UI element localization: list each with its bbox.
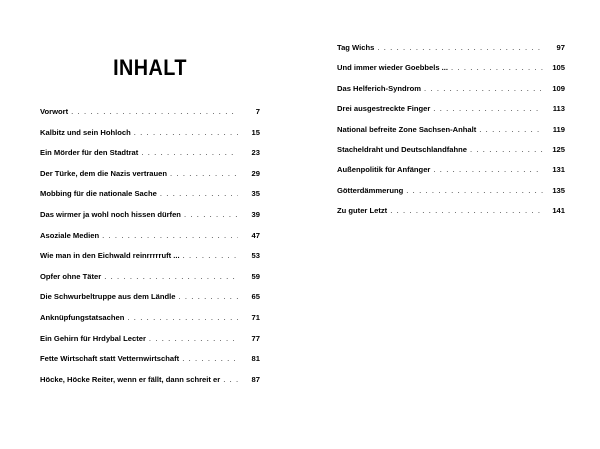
dot-leader	[149, 334, 238, 343]
toc-entry-page: 65	[251, 292, 260, 302]
toc-entry-page: 81	[251, 354, 260, 364]
toc-entry-title: Ein Gehirn für Hrdybal Lecter	[40, 333, 146, 343]
toc-entry-title: Ein Mörder für den Stadtrat	[40, 148, 139, 158]
toc-entry-title: Fette Wirtschaft statt Vetternwirtschaft	[40, 354, 180, 364]
toc-entry-page: 113	[552, 104, 565, 114]
toc-entry	[40, 313, 260, 334]
toc-entry	[40, 148, 260, 169]
toc-entry-page: 105	[552, 63, 565, 73]
toc-entry-page: 15	[251, 127, 260, 137]
dot-leader	[160, 189, 238, 198]
toc-entry	[40, 272, 260, 293]
toc-entry	[337, 84, 565, 104]
toc-entry-page: 23	[251, 148, 260, 158]
toc-entry-title: Und immer wieder Goebbels ...	[337, 63, 448, 73]
toc-entry	[40, 354, 260, 375]
dot-leader	[104, 272, 238, 281]
dot-leader	[406, 186, 543, 195]
toc-entry	[337, 186, 565, 206]
toc-entry-title: Drei ausgestreckte Finger	[337, 104, 431, 114]
toc-entry-title: Vorwort	[40, 107, 69, 116]
toc-entry-page: 97	[556, 43, 565, 52]
toc-entry	[337, 125, 565, 145]
dot-leader	[377, 43, 543, 52]
toc-entry	[337, 165, 565, 185]
page-title: INHALT	[113, 55, 187, 80]
dot-leader	[182, 354, 238, 363]
toc-entry	[40, 210, 260, 231]
toc-entry	[337, 145, 565, 165]
toc-entry-page: 39	[251, 209, 260, 219]
dot-leader	[71, 107, 238, 116]
toc-entry-title: Tag Wichs	[337, 43, 375, 52]
right-page	[300, 0, 600, 449]
dot-leader	[170, 169, 238, 178]
toc-entry-page: 71	[251, 312, 260, 322]
toc-entry	[337, 43, 565, 63]
toc-entry-title: Das wirmer ja wohl noch hissen dürfen	[40, 209, 181, 219]
toc-entry-title: Opfer ohne Täter	[40, 271, 102, 281]
dot-leader	[141, 148, 238, 157]
toc-entry	[40, 189, 260, 210]
toc-entry-title: Wie man in den Eichwald reinrrrrruft ...	[40, 251, 180, 261]
toc-entry-page: 87	[251, 374, 260, 384]
toc-entry-title: Außenpolitik für Anfänger	[337, 165, 431, 175]
dot-leader	[183, 251, 238, 260]
toc-entry-page: 135	[552, 185, 565, 195]
toc-entry	[40, 334, 260, 355]
toc-entry	[40, 128, 260, 149]
toc-entry	[40, 375, 260, 396]
toc-entry-page: 109	[552, 83, 565, 93]
toc-entry	[337, 206, 565, 226]
toc-entry-title: Götterdämmerung	[337, 185, 404, 195]
toc-entry	[337, 63, 565, 83]
toc-entry-page: 141	[552, 206, 565, 216]
toc-entry-title: Kalbitz und sein Hohloch	[40, 127, 131, 137]
dot-leader	[102, 231, 238, 240]
toc-entry-page: 47	[251, 230, 260, 240]
toc-entry-page: 35	[251, 189, 260, 199]
toc-entry-page: 53	[251, 251, 260, 261]
dot-leader	[433, 104, 543, 113]
toc-entry-title: Anknüpfungstatsachen	[40, 312, 125, 322]
toc-entry-page: 77	[251, 333, 260, 343]
dot-leader	[433, 165, 543, 174]
toc-entry	[40, 107, 260, 128]
dot-leader	[134, 128, 238, 137]
dot-leader	[470, 145, 543, 154]
toc-entry-title: Die Schwurbeltruppe aus dem Ländle	[40, 292, 176, 302]
toc-entry	[40, 251, 260, 272]
toc-entry	[40, 292, 260, 313]
dot-leader	[184, 210, 238, 219]
toc-entry-title: Höcke, Höcke Reiter, wenn er fällt, dann schreit er	[40, 374, 221, 384]
toc-entry-title: Stacheldraht und Deutschlandfahne	[337, 144, 467, 154]
dot-leader	[451, 63, 543, 72]
toc-entry-page: 29	[251, 168, 260, 178]
toc-entry-title: Das Helferich-Syndrom	[337, 83, 421, 93]
dot-leader	[390, 206, 543, 215]
toc-entry-page: 59	[251, 271, 260, 281]
toc-entry-page: 125	[552, 144, 565, 154]
dot-leader	[127, 313, 238, 322]
toc-entry-title: Der Türke, dem die Nazis vertrauen	[40, 168, 168, 178]
toc-list-left	[40, 107, 260, 395]
toc-entry	[40, 231, 260, 252]
toc-entry-title: National befreite Zone Sachsen-Anhalt	[337, 124, 477, 134]
toc-entry-page: 119	[552, 124, 565, 134]
dot-leader	[223, 375, 238, 384]
toc-entry	[337, 104, 565, 124]
toc-entry-title: Asoziale Medien	[40, 230, 100, 240]
toc-entry-page: 131	[552, 165, 565, 175]
toc-entry-title: Zu guter Letzt	[337, 206, 388, 216]
toc-entry-title: Mobbing für die nationale Sache	[40, 189, 157, 199]
toc-entry-page: 7	[255, 107, 260, 116]
dot-leader	[178, 292, 238, 301]
dot-leader	[479, 125, 543, 134]
toc-list-right	[337, 43, 565, 227]
dot-leader	[424, 84, 543, 93]
toc-entry	[40, 169, 260, 190]
